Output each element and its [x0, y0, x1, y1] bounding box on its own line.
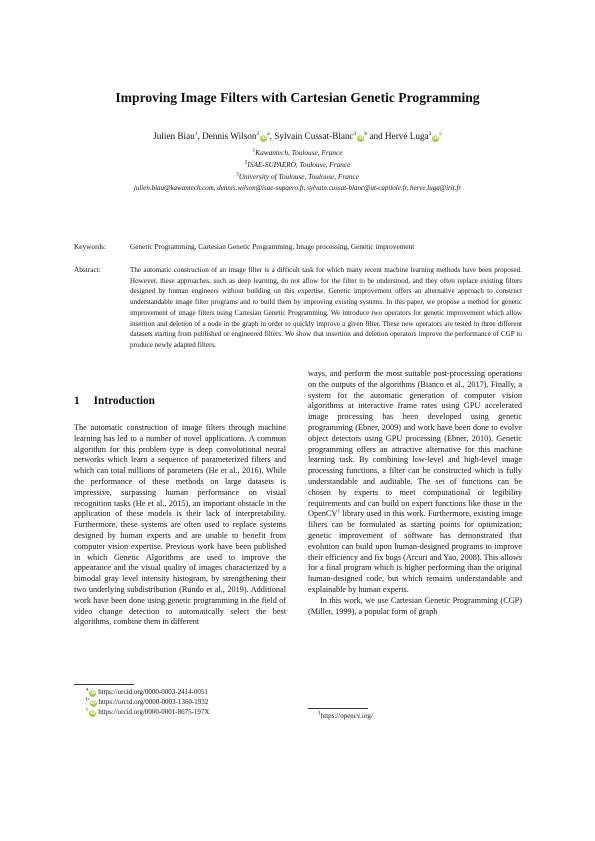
- body-paragraph: In this work, we use Cartesian Genetic Programming (CGP) (Miller, 1999), a popular form of graph: [308, 595, 522, 616]
- author-affiliation-sup: 2: [256, 130, 260, 137]
- affiliation: [0, 160, 595, 169]
- footnote-mark: 1: [318, 710, 321, 717]
- orcid-icon: iD: [90, 701, 96, 706]
- orcid-footnotes: [86, 687, 209, 717]
- footnote-item: [86, 687, 209, 697]
- author-affiliation-sup: 3: [428, 130, 432, 137]
- orcid-icon: iD: [90, 711, 96, 716]
- keywords-text: Genetic Programming, Cartesian Genetic Programming, Image processing, Genetic improvement: [130, 242, 415, 251]
- footnote-item: [86, 697, 209, 707]
- footnote-link[interactable]: https://opencv.org/: [320, 712, 373, 720]
- affiliation: [0, 172, 595, 181]
- paragraph-text: library used in this work. Furthermore, existing image filters can be formulated as starting points for optimization; genetic improvement of software has demonstrated that evolution can build upon human-designed programs to improve their efficiency and fix bugs (Arcuri and Yao, 2008). This allows for a final program which is higher performing than the original human-designed code, but which remains understandable and explainable by human experts.: [308, 509, 522, 594]
- orcid-icon[interactable]: iD: [433, 136, 439, 141]
- abstract-text: The automatic construction of an image filter is a difficult task for which many recent machine learning methods have been proposed. However, these approaches, such as deep learning, do not allow for the filter to be understood, and they often replace existing filters designed by human engineers without building on this expertise. Genetic improvement offers an alternative approach to construct understandable image filter programs and to build them by improving existing systems. In this paper, we propose a method for genetic improvement of image filters using Cartesian Genetic Programming. We introduce two operators for genetic improvement which allow insertion and deletion of a node in the graph in order to quickly improve a given filter. These new operators are tested in three different datasets starting from published or engineered filters. We show that insertion and deletion operators improve the performance of CGP to produce newly adapted filters.: [130, 266, 522, 349]
- section-heading: [74, 395, 155, 407]
- footnote-mark: b: [86, 696, 89, 703]
- keywords-label: Keywords:: [74, 242, 107, 251]
- affiliation-text: ISAE-SUPAERO, Toulouse, France: [247, 160, 351, 169]
- author-affiliation-sup: 3: [353, 130, 357, 137]
- footnote-mark: c: [86, 706, 89, 713]
- author-affiliation-sup: 1: [194, 130, 198, 137]
- author-name: Hervé Luga: [385, 131, 429, 141]
- author-separator: and: [367, 131, 385, 141]
- affiliation-sup: 3: [235, 171, 239, 178]
- affiliation-text: University of Toulouse, Toulouse, France: [238, 172, 359, 181]
- footnote-item: [318, 711, 373, 721]
- section-number: 1: [74, 395, 80, 407]
- affiliation: [0, 148, 595, 157]
- orcid-footnote-mark: c: [439, 130, 442, 137]
- orcid-icon[interactable]: iD: [261, 136, 267, 141]
- author-separator: ,: [269, 131, 275, 141]
- orcid-icon: iD: [90, 691, 96, 696]
- author-name: Julien Biau: [153, 131, 195, 141]
- paragraph-text: ways, and perform the most suitable post-processing operations on the outputs of the algorithms (Bianco et al., 2017). Finally, a system for the automatic generation of computer vision algorithms at interactive frame rates using GPU accelerated image processing has been developed using genetic programming (Ebner, 2009) and work have been done to evolve object detectors using GPU processing (Ebner, 2010). Genetic programming offers an attractive alternative for this machine learning task. By combining low-level and high-level image processing functions, a filter can be constructed which is fully understandable and auditable. The set of functions can be chosen by experts to meet computational or legibility requirements and can build on expert functions like those in the OpenCV: [308, 369, 522, 519]
- footnote-rule: [308, 708, 368, 709]
- abstract-label: Abstract:: [74, 265, 101, 274]
- footnote-ref[interactable]: 1: [337, 508, 341, 515]
- footnote-rule: [74, 684, 134, 685]
- author-list: [0, 131, 595, 142]
- orcid-icon[interactable]: iD: [358, 136, 364, 141]
- footnote: [318, 711, 373, 721]
- body-paragraph: The automatic construction of image filters through machine learning has led to a number of novel applications. A common algorithm for this problem type is deep convolutional neural networks which learn a sequence of parameterized filters and which can total millions of parameters (He et al., 2016). While the performance of these methods on large datasets is impressive, surpassing human performance on visual recognition tasks (He et al., 2015), an important obstacle in the application of these models is their lack of interpretability. Furthermore, these systems are often used to replace systems designed by human experts and are unable to benefit from computer vision expertise. Previous work have been published in which Genetic Algorithms are used to improve the appearance and the visual quality of images characterized by a bimodal gray level intensity histogram, by strengthening their two underlying subdistribution (Rundo et al., 2019). Additional work have been done using genetic programming in the field of video change detection to automatically select the best algorithms, combine them in different: [74, 423, 286, 627]
- right-column-body: [308, 369, 522, 617]
- orcid-link[interactable]: https://orcid.org/0000-0003-2414-0051: [98, 688, 208, 696]
- affiliation-text: Kawantech, Toulouse, France: [255, 148, 343, 157]
- author-name: Sylvain Cussat-Blanc: [274, 131, 354, 141]
- orcid-footnote-mark: b: [364, 130, 368, 137]
- left-column-body: [74, 423, 286, 628]
- author-separator: ,: [197, 131, 203, 141]
- orcid-link[interactable]: https://orcid.org/0000-0001-8675-197X: [98, 708, 210, 716]
- author-name: Dennis Wilson: [202, 131, 257, 141]
- affiliation-sup: 2: [244, 159, 248, 166]
- footnote-mark: a: [86, 686, 89, 693]
- author-emails[interactable]: julien.biau@kawantech.com, dennis.wilson@isae-supaero.fr, sylvain.cussat-blanc@ut-capitole.fr, herve.luga@irit.fr: [133, 184, 462, 192]
- footnote-item: [86, 707, 209, 717]
- affiliation-sup: 1: [252, 147, 256, 154]
- orcid-footnote-mark: a: [267, 130, 270, 137]
- paper-title: Improving Image Filters with Cartesian Genetic Programming: [115, 90, 480, 105]
- body-paragraph: [308, 369, 522, 596]
- section-title: Introduction: [93, 395, 155, 407]
- orcid-link[interactable]: https://orcid.org/0000-0003-1360-1932: [98, 698, 209, 706]
